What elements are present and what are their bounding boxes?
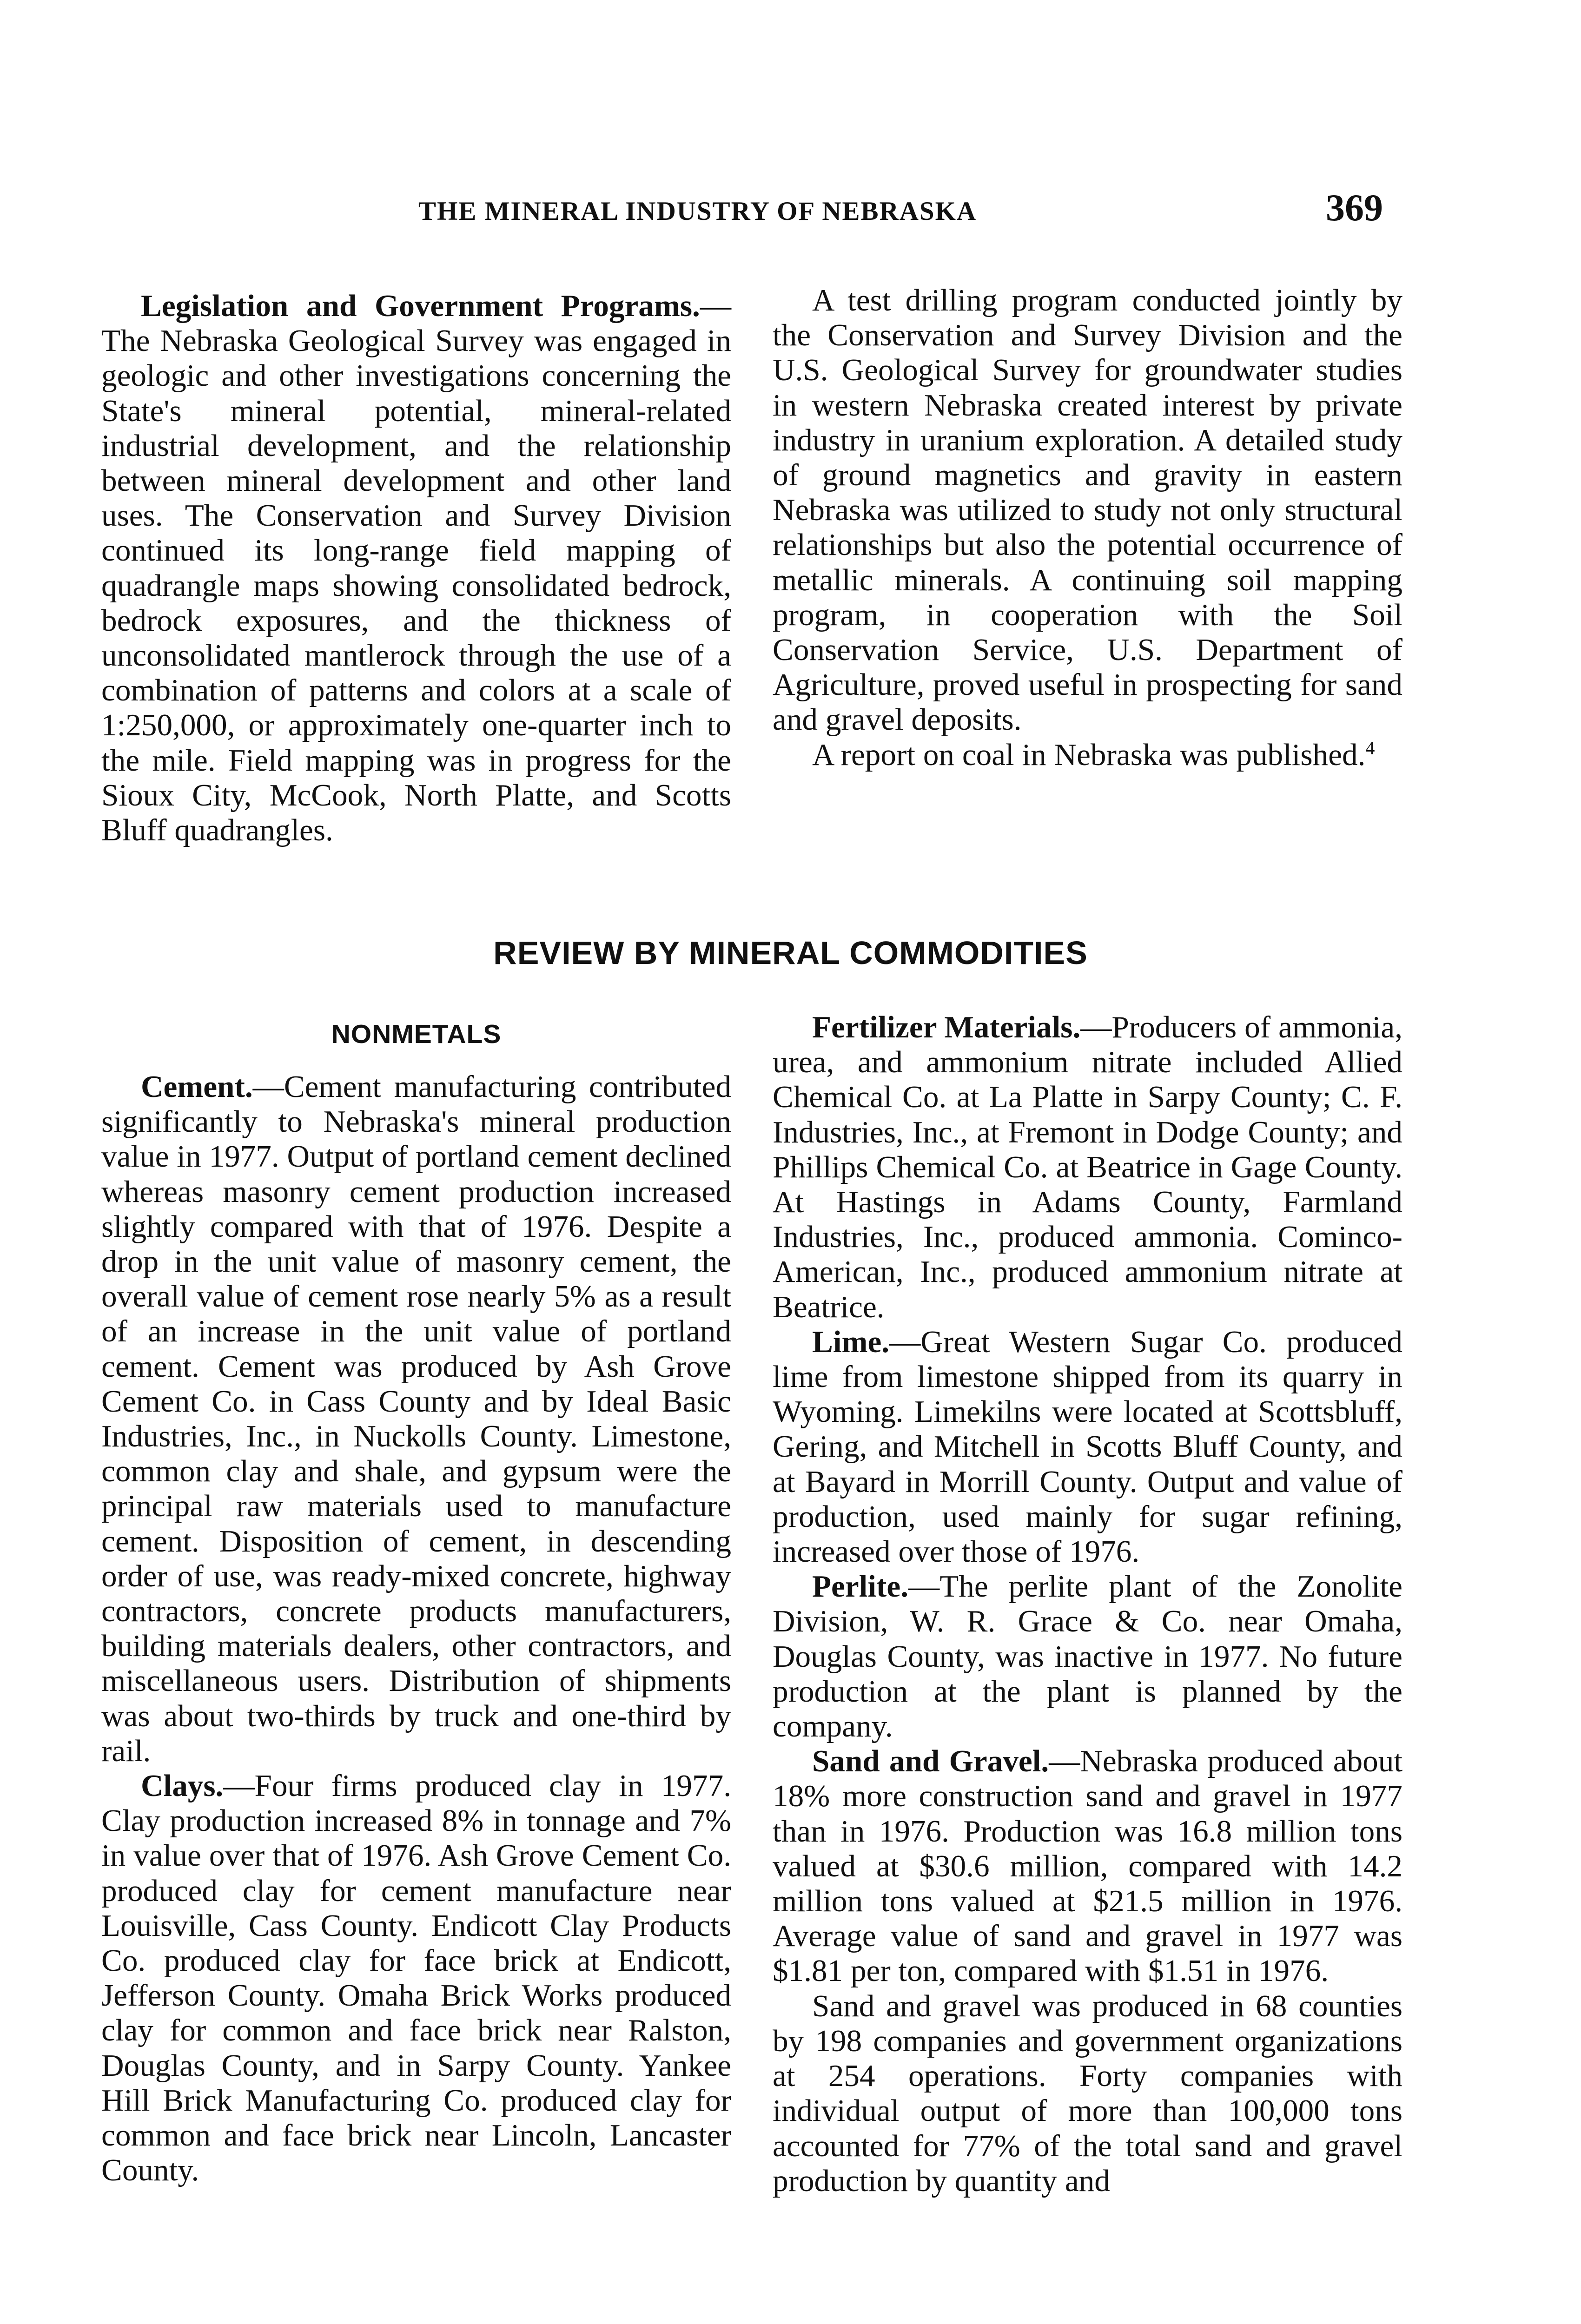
legislation-column	[101, 288, 731, 847]
clays-paragraph	[101, 1768, 731, 2187]
sand-gravel-text: —Nebraska produced about 18% more construction sand and gravel in 1977 than in 1976. Production was 16.8 million tons valued at $30.6 million, compared with 14.2 million tons valued at $21.5 million in 1976. Average value of sand and gravel in 1977 was $1.81 per ton, compared with $1.51 in 1976.	[773, 1743, 1402, 1988]
legislation-heading: Legislation and Government Programs.	[141, 288, 700, 323]
perlite-text: —The perlite plant of the Zonolite Division, W. R. Grace & Co. near Omaha, Douglas County, was inactive in 1977. No future production at the plant is planned by the company.	[773, 1569, 1402, 1744]
cement-heading: Cement.	[141, 1069, 253, 1104]
fertilizer-text: —Producers of ammonia, urea, and ammonium nitrate included Allied Chemical Co. at La Platte in Sarpy County; C. F. Industries, Inc., at Fremont in Dodge County; and Phillips Chemical Co. at Beatrice in Gage County. At Hastings in Adams County, Farmland Industries, Inc., produced ammonia. Cominco-American, Inc., produced ammonium nitrate at Beatrice.	[773, 1010, 1402, 1324]
nonmetals-right-column	[773, 1010, 1402, 2198]
clays-heading: Clays.	[141, 1768, 224, 1803]
drilling-paragraph: A test drilling program conducted jointly by the Conservation and Survey Division and the U.S. Geological Survey for groundwater studies in western Nebraska created interest by private industry in uranium exploration. A detailed study of ground magnetics and gravity in eastern Nebraska was utilized to study not only structural relationships but also the potential occurrence of metallic minerals. A continuing soil mapping program, in cooperation with the Soil Conservation Service, U.S. Department of Agriculture, proved useful in prospecting for sand and gravel deposits.	[773, 283, 1402, 737]
sand-gravel-heading: Sand and Gravel.	[812, 1743, 1049, 1779]
cement-paragraph	[101, 1069, 731, 1768]
lime-heading: Lime.	[812, 1324, 890, 1359]
sand-gravel-paragraph	[773, 1743, 1402, 1988]
sub-heading-nonmetals: NONMETALS	[331, 1019, 502, 1049]
drilling-column	[773, 283, 1402, 772]
cement-text: —Cement manufacturing contributed significantly to Nebraska's mineral production value in 1977. Output of portland cement declined whereas masonry cement production increased slightly compared with that of 1976. Despite a drop in the unit value of masonry cement, the overall value of cement rose nearly 5% as a result of an increase in the unit value of portland cement. Cement was produced by Ash Grove Cement Co. in Cass County and by Ideal Basic Industries, Inc., in Nuckolls County. Limestone, common clay and shale, and gypsum were the principal raw materials used to manufacture cement. Disposition of cement, in descending order of use, was ready-mixed concrete, highway contractors, concrete products manufacturers, building materials dealers, other contractors, and miscellaneous users. Distribution of shipments was about two-thirds by truck and one-third by rail.	[101, 1069, 731, 1768]
sand-gravel-paragraph-2: Sand and gravel was produced in 68 counties by 198 companies and government organizations at 254 operations. Forty companies with individual output of more than 100,000 tons accounted for 77% of the total sand and gravel production by quantity and	[773, 1988, 1402, 2198]
running-header	[0, 186, 1581, 242]
clays-text: —Four firms produced clay in 1977. Clay production increased 8% in tonnage and 7% in value over that of 1976. Ash Grove Cement Co. produced clay for cement manufacture near Louisville, Cass County. Endicott Clay Products Co. produced clay for face brick at Endicott, Jefferson County. Omaha Brick Works produced clay for common and face brick near Ralston, Douglas County, and in Sarpy County. Yankee Hill Brick Manufacturing Co. produced clay for common and face brick near Lincoln, Lancaster County.	[101, 1768, 731, 2188]
coal-report-text: A report on coal in Nebraska was published.	[812, 737, 1366, 772]
coal-report-paragraph	[773, 737, 1402, 772]
legislation-paragraph	[101, 288, 731, 847]
running-title: THE MINERAL INDUSTRY OF NEBRASKA	[418, 197, 977, 226]
lime-paragraph	[773, 1324, 1402, 1569]
legislation-text: —The Nebraska Geological Survey was engaged in geologic and other investigations concerning the State's mineral potential, mineral-related industrial development, and the relationship between mineral development and other land uses. The Conservation and Survey Division continued its long-range field mapping of quadrangle maps showing consolidated bedrock, bedrock exposures, and the thickness of unconsolidated mantlerock through the use of a combination of patterns and colors at a scale of 1:250,000, or approximately one-quarter inch to the mile. Field mapping was in progress for the Sioux City, McCook, North Platte, and Scotts Bluff quadrangles.	[101, 288, 731, 848]
perlite-paragraph	[773, 1569, 1402, 1743]
footnote-marker: 4	[1365, 737, 1375, 759]
page-number: 369	[1326, 186, 1383, 229]
lime-text: —Great Western Sugar Co. produced lime from limestone shipped from its quarry in Wyoming. Limekilns were located at Scottsbluff, Gering, and Mitchell in Scotts Bluff County, and at Bayard in Morrill County. Output and value of production, used mainly for sugar refining, increased over those of 1976.	[773, 1324, 1402, 1569]
fertilizer-heading: Fertilizer Materials.	[812, 1010, 1081, 1044]
perlite-heading: Perlite.	[812, 1569, 909, 1604]
nonmetals-left-column	[101, 1069, 731, 2188]
section-heading: REVIEW BY MINERAL COMMODITIES	[493, 935, 1088, 971]
fertilizer-paragraph	[773, 1010, 1402, 1324]
